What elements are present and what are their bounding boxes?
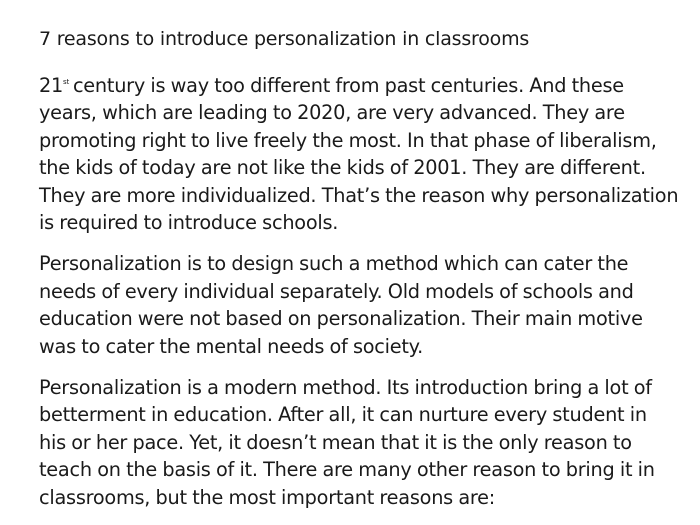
paragraph-definition: Personalization is to design such a method which can cater the needs of every individual separately. Old models of schools and education were not based on personalization. Their main motive was to cater the mental needs of society.: [39, 252, 643, 358]
century-number: 21: [39, 74, 64, 97]
paragraph-intro-text: century is way too different from past centuries. And these years, which are leading to 2020, are very advanced. They are promoting right to live freely the most. In that phase of liberalism, the kids of today are not like the kids of 2001. They are different. They are more individualized. That’s the reason why personalization is required to introduce schools.: [39, 74, 679, 235]
document-page: [39, 26, 679, 525]
paragraph-reasons: Personalization is a modern method. Its introduction bring a lot of betterment in education. After all, it can nurture every student in his or her pace. Yet, it doesn’t mean that it is the only reason to teach on the basis of it. There are many other reason to bring it in classrooms, but the most important reasons are:: [39, 376, 655, 509]
ordinal-superscript: st: [63, 78, 69, 86]
paragraph-intro: [39, 69, 679, 236]
document-title: 7 reasons to introduce personalization in classrooms: [39, 28, 530, 50]
